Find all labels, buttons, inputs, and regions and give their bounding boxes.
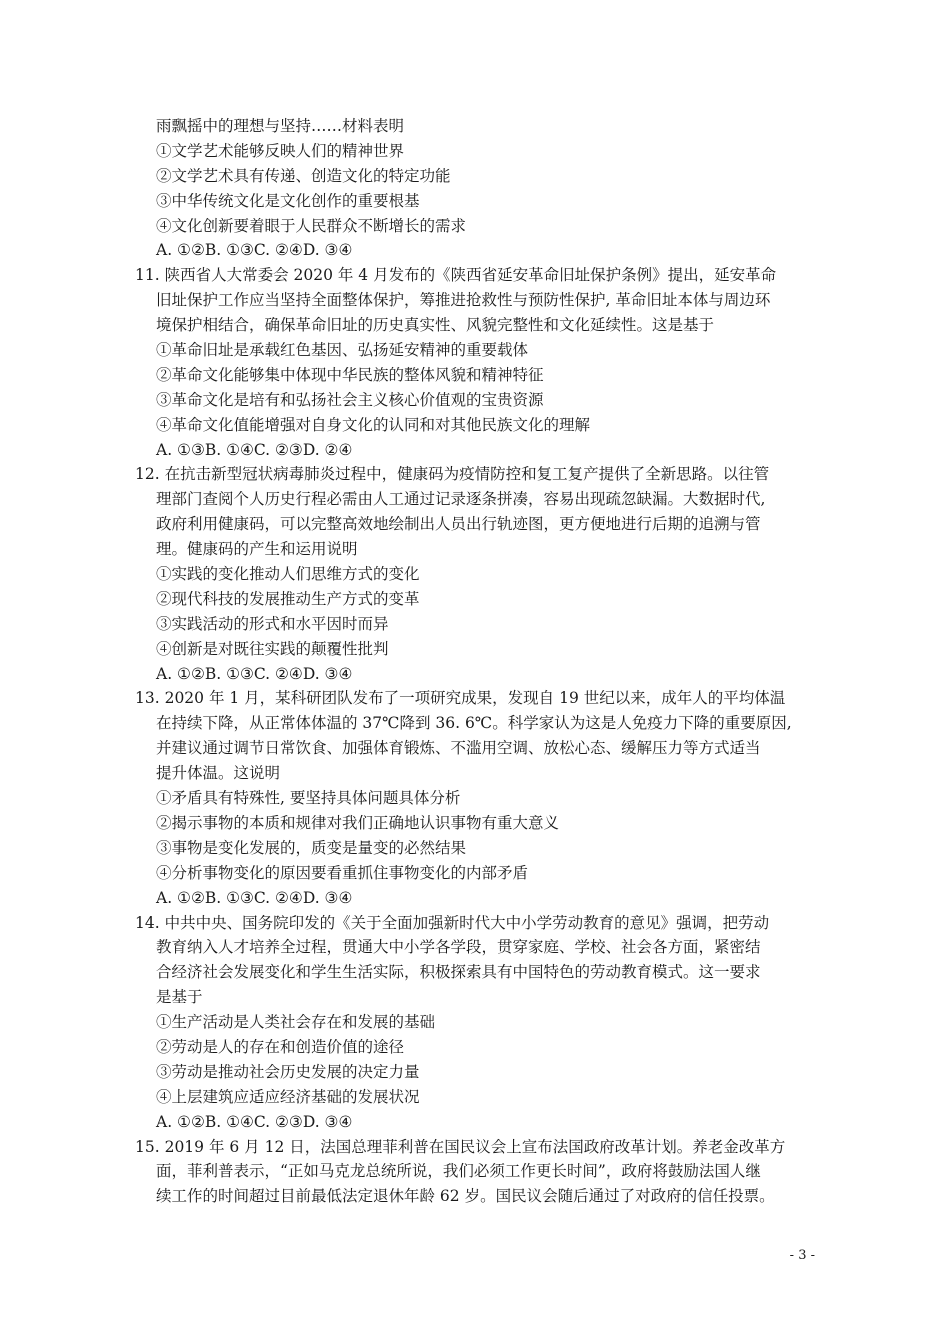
option-statement: ④创新是对既往实践的颠覆性批判 [156, 639, 389, 658]
question-stem: 14. 中共中央、国务院印发的《关于全面加强新时代大中小学劳动教育的意见》强调，把劳动 [135, 913, 770, 932]
text-line: 并建议通过调节日常饮食、加强体育锻炼、不滥用空调、放松心态、缓解压力等方式适当 [156, 739, 761, 758]
text-line: 面，菲利普表示，“正如马克龙总统所说，我们必须工作更长时间”，政府将鼓励法国人继 [156, 1162, 761, 1181]
option-statement: ②揭示事物的本质和规律对我们正确地认识事物有重大意义 [156, 813, 560, 832]
option-statement: ③劳动是推动社会历史发展的决定力量 [156, 1062, 420, 1081]
text-line: 续工作的时间超过目前最低法定退休年龄 62 岁。国民议会随后通过了对政府的信任投票。 [156, 1187, 775, 1206]
option-statement: ②文学艺术具有传递、创造文化的特定功能 [156, 166, 451, 185]
page-number: - 3 - [789, 1248, 815, 1263]
option-statement: ③中华传统文化是文化创作的重要根基 [156, 191, 420, 210]
text-line: 政府利用健康码，可以完整高效地绘制出人员出行轨迹图，更方便地进行后期的追溯与管 [156, 515, 761, 534]
text-line: 雨飘摇中的理想与坚持……材料表明 [156, 117, 405, 135]
option-statement: ③革命文化是培有和弘扬社会主义核心价值观的宝贵资源 [156, 390, 544, 409]
text-line: 境保护相结合，确保革命旧址的历史真实性、风貌完整性和文化延续性。这是基于 [156, 316, 715, 335]
question-stem: 15. 2019 年 6 月 12 日，法国总理菲利普在国民议会上宣布法国政府改革计划。养老金改革方 [135, 1137, 786, 1156]
option-statement: ③实践活动的形式和水平因时而异 [156, 614, 389, 633]
option-statement: ④革命文化值能增强对自身文化的认同和对其他民族文化的理解 [156, 415, 591, 434]
option-statement: ④分析事物变化的原因要看重抓住事物变化的内部矛盾 [156, 863, 529, 882]
option-statement: ①实践的变化推动人们思维方式的变化 [156, 565, 420, 584]
text-line: 理部门查阅个人历史行程必需由人工通过记录逐条拼凑，容易出现疏忽缺漏。大数据时代, [156, 490, 766, 509]
answer-choices: A. ①②B. ①③C. ②④D. ③④ [156, 888, 353, 907]
question-stem: 11. 陕西省人大常委会 2020 年 4 月发布的《陕西省延安革命旧址保护条例》提出，延安革命 [135, 266, 777, 285]
text-line: 提升体温。这说明 [156, 764, 281, 783]
text-line: 合经济社会发展变化和学生生活实际，积极探索具有中国特色的劳动教育模式。这一要求 [156, 963, 761, 982]
option-statement: ④文化创新要着眼于人民群众不断增长的需求 [156, 216, 467, 235]
option-statement: ③事物是变化发展的，质变是量变的必然结果 [156, 838, 467, 857]
text-line: 旧址保护工作应当坚持全面整体保护，筹推进抢救性与预防性保护, 革命旧址本体与周边环 [156, 291, 771, 310]
answer-choices: A. ①②B. ①③C. ②④D. ③④ [156, 241, 353, 260]
question-text-body [135, 114, 820, 1209]
option-statement: ①文学艺术能够反映人们的精神世界 [156, 141, 405, 160]
option-statement: ②劳动是人的存在和创造价值的途径 [156, 1037, 405, 1056]
text-line: 是基于 [156, 988, 203, 1007]
text-line: 教育纳入人才培养全过程，贯通大中小学各学段，贯穿家庭、学校、社会各方面，紧密结 [156, 938, 761, 957]
answer-choices: A. ①②B. ①④C. ②③D. ③④ [156, 1112, 353, 1131]
option-statement: ④上层建筑应适应经济基础的发展状况 [156, 1087, 420, 1106]
question-stem: 12. 在抗击新型冠状病毒肺炎过程中，健康码为疫情防控和复工复产提供了全新思路。以往管 [135, 465, 770, 484]
text-line: 在持续下降，从正常体体温的 37℃降到 36. 6℃。科学家认为这是人免疫力下降的重要原因, [156, 714, 792, 733]
option-statement: ①矛盾具有特殊性, 要坚持具体问题具体分析 [156, 789, 461, 808]
answer-choices: A. ①②B. ①③C. ②④D. ③④ [156, 664, 353, 683]
option-statement: ②现代科技的发展推动生产方式的变革 [156, 589, 420, 608]
answer-choices: A. ①③B. ①④C. ②③D. ②④ [156, 440, 353, 459]
option-statement: ②革命文化能够集中体现中华民族的整体风貌和精神特征 [156, 365, 544, 384]
option-statement: ①生产活动是人类社会存在和发展的基础 [156, 1013, 436, 1032]
option-statement: ①革命旧址是承载红色基因、弘扬延安精神的重要载体 [156, 341, 529, 360]
question-stem: 13. 2020 年 1 月，某科研团队发布了一项研究成果，发现自 19 世纪以来，成年人的平均体温 [135, 689, 786, 708]
text-line: 理。健康码的产生和运用说明 [156, 540, 358, 559]
